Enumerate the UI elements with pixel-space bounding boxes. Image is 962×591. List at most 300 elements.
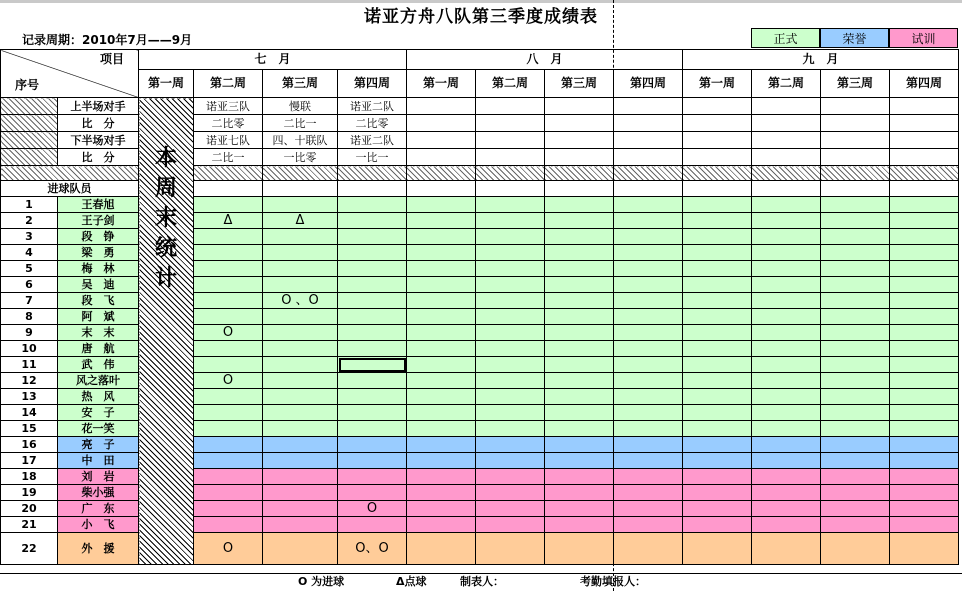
player-week-cell[interactable] [821, 405, 890, 421]
player-week-cell[interactable] [683, 373, 752, 389]
match-cell[interactable]: 二比一 [194, 149, 263, 166]
player-week-cell[interactable] [194, 485, 263, 501]
player-week-cell[interactable] [890, 277, 959, 293]
player-week-cell[interactable] [476, 325, 545, 341]
player-week-cell[interactable] [821, 501, 890, 517]
player-week-cell[interactable] [476, 501, 545, 517]
player-week-cell[interactable] [821, 325, 890, 341]
match-cell[interactable] [407, 149, 476, 166]
player-week-cell[interactable] [821, 373, 890, 389]
player-week-cell[interactable] [683, 213, 752, 229]
player-week-cell[interactable] [890, 437, 959, 453]
player-week-cell[interactable] [545, 373, 614, 389]
player-week-cell[interactable] [407, 309, 476, 325]
player-week-cell[interactable] [614, 357, 683, 373]
player-week-cell[interactable] [338, 229, 407, 245]
player-week-cell[interactable] [476, 373, 545, 389]
player-week-cell[interactable] [407, 437, 476, 453]
player-week-cell[interactable] [890, 229, 959, 245]
player-week-cell[interactable] [545, 357, 614, 373]
player-week-cell[interactable] [821, 469, 890, 485]
player-week-cell[interactable] [752, 421, 821, 437]
player-week-cell[interactable] [614, 373, 683, 389]
player-week-cell[interactable] [614, 533, 683, 565]
player-week-cell[interactable] [683, 389, 752, 405]
player-week-cell[interactable] [683, 261, 752, 277]
match-cell[interactable] [890, 115, 959, 132]
player-week-cell[interactable] [614, 421, 683, 437]
player-week-cell[interactable] [545, 389, 614, 405]
player-week-cell[interactable] [545, 485, 614, 501]
player-week-cell[interactable] [545, 469, 614, 485]
player-week-cell[interactable] [476, 389, 545, 405]
player-week-cell[interactable] [407, 245, 476, 261]
player-week-cell[interactable]: O [194, 325, 263, 341]
player-week-cell[interactable] [683, 293, 752, 309]
player-week-cell[interactable] [263, 325, 338, 341]
match-cell[interactable] [821, 149, 890, 166]
player-week-cell[interactable] [263, 485, 338, 501]
player-week-cell[interactable] [338, 453, 407, 469]
match-cell[interactable] [545, 149, 614, 166]
player-week-cell[interactable] [407, 469, 476, 485]
separator-hatch [338, 166, 407, 181]
player-week-cell[interactable] [338, 309, 407, 325]
player-week-cell[interactable] [752, 213, 821, 229]
match-cell[interactable]: 诺亚二队 [338, 98, 407, 115]
match-cell[interactable]: 二比零 [194, 115, 263, 132]
player-week-cell[interactable] [194, 341, 263, 357]
match-cell[interactable] [407, 132, 476, 149]
player-week-cell[interactable] [476, 437, 545, 453]
player-week-cell[interactable] [194, 389, 263, 405]
match-cell[interactable] [683, 132, 752, 149]
player-week-cell[interactable] [821, 517, 890, 533]
player-week-cell[interactable] [338, 197, 407, 213]
player-week-cell[interactable] [407, 389, 476, 405]
player-week-cell[interactable] [263, 197, 338, 213]
player-week-cell[interactable] [476, 261, 545, 277]
player-number: 11 [1, 357, 58, 373]
player-week-cell[interactable] [890, 405, 959, 421]
month-august: 八 月 [407, 50, 683, 70]
player-week-cell[interactable] [890, 389, 959, 405]
player-week-cell[interactable]: O [338, 501, 407, 517]
match-cell[interactable] [683, 149, 752, 166]
player-week-cell[interactable] [752, 485, 821, 501]
player-week-cell[interactable] [338, 421, 407, 437]
player-week-cell[interactable] [752, 389, 821, 405]
player-week-cell[interactable] [683, 485, 752, 501]
player-week-cell[interactable] [890, 485, 959, 501]
match-cell[interactable] [614, 149, 683, 166]
match-cell[interactable] [407, 115, 476, 132]
player-week-cell[interactable] [614, 325, 683, 341]
player-week-cell[interactable] [752, 245, 821, 261]
player-name: 武 伟 [58, 357, 139, 373]
match-cell[interactable] [614, 132, 683, 149]
player-week-cell[interactable] [683, 277, 752, 293]
match-cell[interactable]: 诺亚三队 [194, 98, 263, 115]
player-week-cell[interactable] [890, 245, 959, 261]
player-week-cell[interactable] [683, 309, 752, 325]
player-week-cell[interactable]: O、O [338, 533, 407, 565]
player-week-cell[interactable] [614, 197, 683, 213]
player-week-cell[interactable]: O [194, 373, 263, 389]
match-cell[interactable] [407, 98, 476, 115]
player-week-cell[interactable] [338, 261, 407, 277]
player-week-cell[interactable] [338, 245, 407, 261]
player-week-cell[interactable]: Δ [263, 213, 338, 229]
player-week-cell[interactable] [614, 213, 683, 229]
player-week-cell[interactable] [614, 389, 683, 405]
player-week-cell[interactable] [821, 197, 890, 213]
player-week-cell[interactable] [752, 373, 821, 389]
player-week-cell[interactable] [752, 437, 821, 453]
player-week-cell[interactable] [545, 309, 614, 325]
player-week-cell[interactable] [821, 213, 890, 229]
match-cell[interactable] [476, 149, 545, 166]
player-week-cell[interactable] [407, 485, 476, 501]
player-week-cell[interactable] [752, 197, 821, 213]
player-week-cell[interactable] [545, 421, 614, 437]
player-week-cell[interactable] [614, 277, 683, 293]
player-week-cell[interactable] [821, 229, 890, 245]
player-week-cell[interactable] [683, 501, 752, 517]
match-cell[interactable]: 一比零 [263, 149, 338, 166]
player-name: 段 飞 [58, 293, 139, 309]
match-cell[interactable] [545, 132, 614, 149]
player-week-cell[interactable] [545, 533, 614, 565]
player-week-cell[interactable] [614, 245, 683, 261]
player-week-cell[interactable] [821, 293, 890, 309]
player-week-cell[interactable] [752, 229, 821, 245]
match-cell[interactable]: 二比零 [338, 115, 407, 132]
player-week-cell[interactable] [821, 453, 890, 469]
match-cell[interactable]: 慢联 [263, 98, 338, 115]
player-week-cell[interactable] [194, 357, 263, 373]
match-cell[interactable] [821, 132, 890, 149]
player-week-cell[interactable] [545, 517, 614, 533]
player-week-cell[interactable] [263, 277, 338, 293]
player-week-cell[interactable] [338, 293, 407, 309]
match-cell[interactable] [890, 98, 959, 115]
player-week-cell[interactable] [890, 453, 959, 469]
player-week-cell[interactable] [890, 309, 959, 325]
player-week-cell[interactable] [263, 245, 338, 261]
player-week-cell[interactable] [194, 245, 263, 261]
page-break-line [613, 0, 614, 591]
match-cell[interactable] [821, 115, 890, 132]
player-week-cell[interactable] [614, 453, 683, 469]
player-week-cell[interactable] [683, 421, 752, 437]
player-week-cell[interactable] [683, 341, 752, 357]
player-week-cell[interactable] [476, 277, 545, 293]
player-week-cell[interactable] [263, 421, 338, 437]
player-week-cell[interactable] [752, 405, 821, 421]
player-week-cell[interactable] [821, 485, 890, 501]
player-week-cell[interactable] [614, 485, 683, 501]
player-week-cell[interactable] [890, 293, 959, 309]
player-week-cell[interactable] [683, 517, 752, 533]
match-cell[interactable] [752, 98, 821, 115]
player-week-cell[interactable] [263, 373, 338, 389]
player-week-cell[interactable] [407, 501, 476, 517]
player-week-cell[interactable] [407, 517, 476, 533]
match-cell[interactable]: 诺亚二队 [338, 132, 407, 149]
player-week-cell[interactable] [752, 341, 821, 357]
player-week-cell[interactable] [407, 453, 476, 469]
match-cell[interactable] [683, 115, 752, 132]
match-cell[interactable] [890, 149, 959, 166]
player-week-cell[interactable] [194, 501, 263, 517]
player-week-cell[interactable] [752, 501, 821, 517]
player-week-cell[interactable] [890, 357, 959, 373]
player-week-cell[interactable] [614, 405, 683, 421]
player-number: 6 [1, 277, 58, 293]
player-week-cell[interactable] [407, 373, 476, 389]
player-week-cell[interactable] [407, 213, 476, 229]
match-cell[interactable] [545, 98, 614, 115]
weekend-stat-char: 本 [154, 145, 177, 171]
player-week-cell[interactable] [194, 229, 263, 245]
legend-trial[interactable]: 试训 [889, 28, 958, 48]
player-week-cell[interactable] [683, 453, 752, 469]
player-week-cell[interactable] [752, 533, 821, 565]
player-week-cell[interactable] [407, 229, 476, 245]
player-week-cell[interactable] [752, 309, 821, 325]
player-week-cell[interactable] [890, 373, 959, 389]
match-cell[interactable] [683, 98, 752, 115]
match-cell[interactable] [890, 132, 959, 149]
player-week-cell[interactable] [476, 469, 545, 485]
player-week-cell[interactable] [821, 421, 890, 437]
player-week-cell[interactable] [821, 245, 890, 261]
player-week-cell[interactable] [752, 517, 821, 533]
player-week-cell[interactable] [338, 389, 407, 405]
player-week-cell[interactable] [194, 469, 263, 485]
player-week-cell[interactable] [614, 309, 683, 325]
player-week-cell[interactable] [263, 389, 338, 405]
player-week-cell[interactable] [338, 437, 407, 453]
player-week-cell[interactable] [194, 309, 263, 325]
player-week-cell[interactable] [614, 501, 683, 517]
player-week-cell[interactable] [545, 213, 614, 229]
player-week-cell[interactable] [338, 469, 407, 485]
player-week-cell[interactable]: O [194, 533, 263, 565]
player-week-cell[interactable] [752, 325, 821, 341]
player-week-cell[interactable] [194, 405, 263, 421]
player-week-cell[interactable] [476, 357, 545, 373]
player-week-cell[interactable] [545, 341, 614, 357]
match-cell[interactable] [476, 115, 545, 132]
player-week-cell[interactable] [683, 405, 752, 421]
player-week-cell[interactable] [545, 261, 614, 277]
player-week-cell[interactable] [683, 325, 752, 341]
match-cell[interactable] [821, 98, 890, 115]
match-cell[interactable]: 四、十联队 [263, 132, 338, 149]
player-week-cell[interactable] [752, 357, 821, 373]
player-week-cell[interactable] [407, 357, 476, 373]
player-week-cell[interactable] [890, 421, 959, 437]
player-week-cell[interactable] [338, 341, 407, 357]
player-week-cell[interactable] [407, 261, 476, 277]
player-week-cell[interactable] [263, 469, 338, 485]
player-week-cell[interactable] [194, 277, 263, 293]
player-week-cell[interactable] [476, 485, 545, 501]
player-week-cell[interactable]: Δ [194, 213, 263, 229]
player-week-cell[interactable] [752, 277, 821, 293]
player-week-cell[interactable] [614, 469, 683, 485]
player-week-cell[interactable] [545, 453, 614, 469]
player-week-cell[interactable] [476, 405, 545, 421]
player-week-cell[interactable] [890, 469, 959, 485]
player-week-cell[interactable] [890, 197, 959, 213]
player-week-cell[interactable] [263, 517, 338, 533]
player-week-cell[interactable] [683, 197, 752, 213]
match-cell[interactable] [545, 115, 614, 132]
player-week-cell[interactable] [752, 469, 821, 485]
match-cell[interactable] [614, 115, 683, 132]
player-week-cell[interactable] [263, 261, 338, 277]
player-week-cell[interactable] [407, 405, 476, 421]
legend-honorary[interactable]: 荣誉 [820, 28, 889, 48]
player-week-cell[interactable] [683, 469, 752, 485]
match-cell[interactable] [476, 98, 545, 115]
player-week-cell[interactable] [476, 453, 545, 469]
player-week-cell[interactable] [407, 341, 476, 357]
player-week-cell[interactable] [263, 357, 338, 373]
player-week-cell[interactable] [683, 437, 752, 453]
scorer-header-cell [407, 181, 476, 197]
player-week-cell[interactable] [407, 197, 476, 213]
player-week-cell[interactable] [890, 213, 959, 229]
player-week-cell[interactable] [890, 501, 959, 517]
player-week-cell[interactable] [821, 309, 890, 325]
player-week-cell[interactable] [614, 293, 683, 309]
match-cell[interactable] [752, 132, 821, 149]
player-week-cell[interactable] [338, 277, 407, 293]
player-week-cell[interactable] [194, 293, 263, 309]
player-name: 刘 岩 [58, 469, 139, 485]
player-week-cell[interactable] [476, 245, 545, 261]
player-week-cell[interactable] [545, 501, 614, 517]
player-week-cell[interactable] [194, 437, 263, 453]
player-week-cell[interactable] [476, 517, 545, 533]
player-week-cell[interactable] [407, 421, 476, 437]
player-week-cell[interactable] [263, 437, 338, 453]
player-week-cell[interactable] [752, 293, 821, 309]
player-week-cell[interactable] [476, 229, 545, 245]
player-week-cell[interactable] [476, 213, 545, 229]
player-week-cell[interactable] [545, 197, 614, 213]
player-week-cell[interactable] [407, 277, 476, 293]
match-cell[interactable]: 诺亚七队 [194, 132, 263, 149]
player-week-cell[interactable] [545, 405, 614, 421]
player-week-cell[interactable] [545, 245, 614, 261]
player-week-cell[interactable] [476, 533, 545, 565]
player-week-cell[interactable] [890, 533, 959, 565]
player-week-cell[interactable] [614, 341, 683, 357]
player-week-cell[interactable] [545, 277, 614, 293]
player-week-cell[interactable] [890, 261, 959, 277]
player-week-cell[interactable] [683, 357, 752, 373]
player-week-cell[interactable] [476, 293, 545, 309]
player-week-cell[interactable] [821, 437, 890, 453]
player-week-cell[interactable] [614, 437, 683, 453]
player-week-cell[interactable] [683, 245, 752, 261]
player-week-cell[interactable] [476, 197, 545, 213]
player-week-cell[interactable] [194, 453, 263, 469]
player-week-cell[interactable] [476, 309, 545, 325]
player-week-cell[interactable] [545, 293, 614, 309]
player-week-cell[interactable] [476, 341, 545, 357]
player-week-cell[interactable] [614, 229, 683, 245]
player-week-cell[interactable] [338, 373, 407, 389]
player-week-cell[interactable] [545, 325, 614, 341]
player-week-cell[interactable] [821, 261, 890, 277]
player-week-cell[interactable] [683, 533, 752, 565]
player-week-cell[interactable] [614, 261, 683, 277]
player-week-cell[interactable] [890, 341, 959, 357]
match-cell[interactable]: 一比一 [338, 149, 407, 166]
player-week-cell[interactable] [476, 421, 545, 437]
player-week-cell[interactable] [683, 229, 752, 245]
player-week-cell[interactable] [263, 309, 338, 325]
match-cell[interactable]: 二比一 [263, 115, 338, 132]
player-week-cell[interactable] [194, 421, 263, 437]
player-week-cell[interactable] [338, 213, 407, 229]
player-week-cell[interactable] [338, 325, 407, 341]
player-week-cell[interactable] [263, 453, 338, 469]
player-week-cell[interactable] [821, 341, 890, 357]
player-week-cell[interactable] [752, 453, 821, 469]
match-cell[interactable] [752, 115, 821, 132]
player-week-cell[interactable]: O 、O [263, 293, 338, 309]
player-week-cell[interactable] [890, 517, 959, 533]
week-header: 第二周 [476, 70, 545, 98]
player-week-cell[interactable] [263, 501, 338, 517]
player-week-cell[interactable] [890, 325, 959, 341]
player-week-cell[interactable] [545, 437, 614, 453]
match-cell[interactable] [476, 132, 545, 149]
legend-regular[interactable]: 正式 [751, 28, 820, 48]
match-cell[interactable] [614, 98, 683, 115]
player-week-cell[interactable] [194, 517, 263, 533]
player-week-cell[interactable] [338, 405, 407, 421]
player-week-cell[interactable] [194, 197, 263, 213]
player-week-cell[interactable] [752, 261, 821, 277]
player-week-cell[interactable] [545, 229, 614, 245]
player-week-cell[interactable] [338, 357, 407, 373]
match-cell[interactable] [752, 149, 821, 166]
player-week-cell[interactable] [338, 517, 407, 533]
player-week-cell[interactable] [407, 533, 476, 565]
player-week-cell[interactable] [407, 293, 476, 309]
player-week-cell[interactable] [821, 357, 890, 373]
player-week-cell[interactable] [821, 277, 890, 293]
player-week-cell[interactable] [821, 389, 890, 405]
player-week-cell[interactable] [821, 533, 890, 565]
player-week-cell[interactable] [263, 533, 338, 565]
player-week-cell[interactable] [614, 517, 683, 533]
player-week-cell[interactable] [407, 325, 476, 341]
player-week-cell[interactable] [194, 261, 263, 277]
player-week-cell[interactable] [263, 341, 338, 357]
player-week-cell[interactable] [263, 229, 338, 245]
player-week-cell[interactable] [338, 485, 407, 501]
player-week-cell[interactable] [263, 405, 338, 421]
